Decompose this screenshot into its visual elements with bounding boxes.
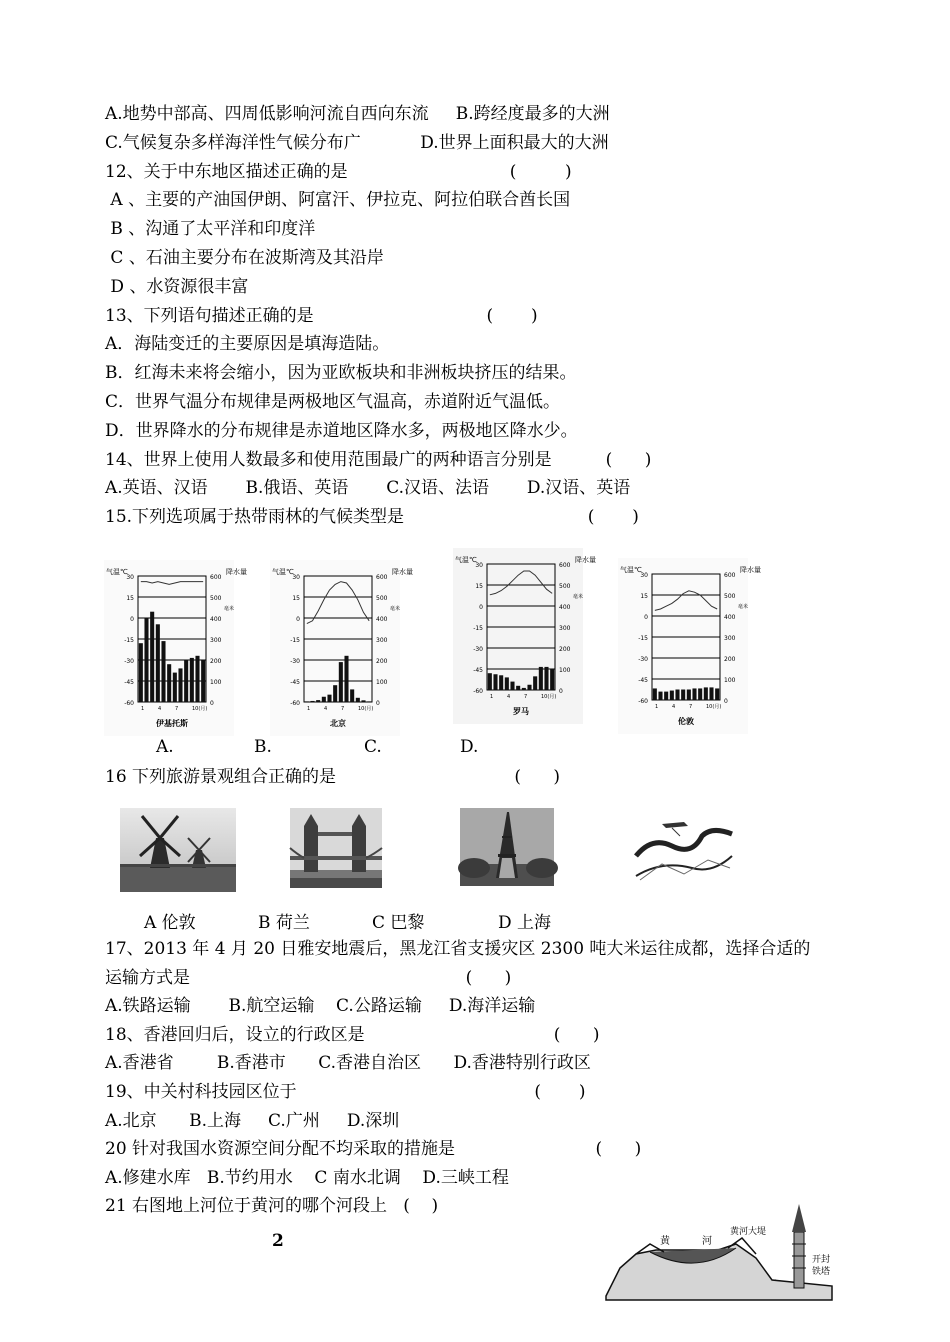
precip-bar — [173, 673, 177, 702]
month-tick: 7 — [341, 706, 345, 712]
lines2-line-4: A.香港省 B.香港市 C.香港自治区 D.香港特别行政区 — [105, 1053, 591, 1074]
precip-bar — [184, 660, 188, 702]
lines-line-2: 12、关于中东地区描述正确的是 ( ) — [105, 161, 572, 182]
precip-bar — [150, 612, 154, 702]
month-tick: 1 — [490, 694, 494, 700]
precip-tick: 400 — [210, 616, 222, 623]
precip-bar — [539, 667, 543, 690]
precip-axis-label: 降水量 — [740, 566, 761, 574]
temp-tick: 15 — [292, 595, 300, 602]
climate-chart-0 — [104, 560, 247, 736]
precip-bar — [709, 687, 713, 700]
month-tick: 4 — [158, 706, 162, 712]
temp-tick: -15 — [290, 637, 300, 644]
lines-line-3: A 、主要的产油国伊朗、阿富汗、伊拉克、阿拉伯联合酋长国 — [105, 190, 571, 211]
precip-tick: 100 — [724, 677, 736, 684]
precip-tick: 500 — [559, 583, 571, 590]
temp-tick: -60 — [290, 700, 300, 707]
temp-tick: 30 — [475, 562, 483, 569]
lines2-line-9: 21 右图地上河位于黄河的哪个河段上 ( ) — [105, 1196, 439, 1217]
precip-bar — [333, 685, 337, 702]
lines2-line-6: A.北京 B.上海 C.广州 D.深圳 — [105, 1110, 400, 1131]
lines-line-5: C 、石油主要分布在波斯湾及其沿岸 — [105, 248, 384, 268]
precip-unit-label: 毫米 — [573, 594, 584, 600]
lines2-line-7: 20 针对我国水资源空间分配不均采取的措施是 ( ) — [105, 1139, 642, 1160]
temp-tick: -15 — [473, 625, 483, 632]
city-name: 北京 — [330, 719, 346, 728]
temp-tick: 15 — [475, 583, 483, 590]
precip-tick: 400 — [724, 614, 736, 621]
precip-bar — [510, 682, 514, 690]
windmill-photo — [120, 808, 236, 892]
month-tick: 1 — [141, 706, 145, 712]
precip-unit-label: 毫米 — [224, 606, 235, 612]
temp-tick: 30 — [292, 574, 300, 581]
page-number: 2 — [272, 1231, 284, 1251]
precip-tick: 200 — [210, 658, 222, 665]
great-wall-drawing — [632, 816, 736, 884]
precip-bar — [698, 688, 702, 700]
temp-tick: -45 — [290, 679, 300, 686]
precip-bar — [201, 660, 205, 702]
precip-axis-label: 降水量 — [575, 556, 596, 564]
precip-bar — [367, 701, 371, 702]
precip-bar — [687, 690, 691, 701]
chart-answer-1: B. — [254, 737, 272, 757]
precip-bar — [516, 686, 520, 690]
lines-line-11: D．世界降水的分布规律是赤道地区降水多，两极地区降水少。 — [105, 420, 578, 441]
temp-tick: 0 — [644, 614, 648, 621]
precip-bar — [670, 691, 674, 700]
river-label-levee: 黄河大堤 — [730, 1227, 767, 1237]
precip-tick: 500 — [376, 595, 388, 602]
eiffel-tower-photo — [460, 808, 554, 886]
precip-bar — [167, 664, 171, 702]
chart-answer-3: D. — [460, 737, 479, 757]
chart-answer-2: C. — [364, 737, 382, 757]
precip-bar — [190, 658, 194, 702]
temp-tick: -30 — [124, 658, 134, 665]
lines2-line-2: A.铁路运输 B.航空运输 C.公路运输 D.海洋运输 — [105, 996, 536, 1017]
precip-bar — [350, 689, 354, 702]
precip-bar — [550, 669, 554, 690]
temp-tick: -45 — [638, 677, 648, 684]
precip-tick: 600 — [724, 572, 736, 579]
q16-caption-2: C 巴黎 — [372, 913, 425, 933]
precip-unit-label: 毫米 — [390, 606, 401, 612]
precip-tick: 200 — [559, 646, 571, 653]
precip-tick: 0 — [210, 700, 214, 707]
temp-tick: -60 — [638, 698, 648, 705]
chart-answer-0: A. — [156, 737, 174, 757]
precip-bar — [522, 688, 526, 690]
month-tick: 4 — [507, 694, 511, 700]
q16-caption-1: B 荷兰 — [258, 913, 310, 933]
temp-tick: -45 — [473, 667, 483, 674]
lines-line-1: C.气候复杂多样海洋性气候分布广 D.世界上面积最大的大洲 — [105, 132, 609, 153]
precip-bar — [505, 677, 509, 690]
precip-tick: 400 — [376, 616, 388, 623]
precip-axis-label: 降水量 — [392, 568, 413, 576]
city-name: 伦敦 — [678, 717, 694, 726]
river-label-tower: 铁塔 — [812, 1267, 831, 1277]
temp-axis-label: 气温℃ — [455, 556, 477, 564]
lines2-line-8: A.修建水库 B.节约用水 C 南水北调 D.三峡工程 — [105, 1167, 509, 1188]
temp-tick: 30 — [126, 574, 134, 581]
temp-tick: -45 — [124, 679, 134, 686]
precip-tick: 600 — [376, 574, 388, 581]
month-tick: 4 — [324, 706, 328, 712]
precip-bar — [361, 700, 365, 702]
precip-bar — [156, 624, 160, 702]
precip-tick: 200 — [376, 658, 388, 665]
city-name: 伊基托斯 — [156, 719, 188, 728]
month-tick: 1 — [655, 704, 659, 710]
lines-line-4: B 、沟通了太平洋和印度洋 — [105, 219, 316, 240]
month-tick: 10(月) — [706, 704, 722, 710]
temp-tick: -60 — [124, 700, 134, 707]
q16-question: 16 下列旅游景观组合正确的是 ( ) — [105, 767, 561, 787]
precip-bar — [681, 690, 685, 701]
precip-bar — [178, 668, 182, 702]
suspended-river-figure — [606, 1196, 832, 1300]
lines-line-14: 15.下列选项属于热带雨林的气候类型是 ( ) — [105, 507, 639, 528]
temp-tick: 0 — [130, 616, 134, 623]
precip-axis-label: 降水量 — [226, 568, 247, 576]
precip-bar — [327, 695, 331, 702]
month-tick: 10(月) — [192, 706, 208, 712]
temp-axis-label: 气温℃ — [620, 566, 642, 574]
precip-tick: 400 — [559, 604, 571, 611]
precip-bar — [310, 701, 314, 702]
precip-bar — [527, 685, 531, 690]
climate-chart-3 — [618, 558, 761, 734]
precip-tick: 100 — [559, 667, 571, 674]
month-tick: 1 — [307, 706, 311, 712]
lines2-line-0: 17、2013 年 4 月 20 日雅安地震后，黑龙江省支援灾区 2300 吨大米运往成都，选择合适的 — [105, 939, 811, 959]
city-name: 罗马 — [513, 707, 529, 716]
temp-axis-label: 气温℃ — [272, 568, 294, 576]
tower-bridge-photo — [290, 808, 382, 888]
river-label-kaifeng: 开封 — [812, 1255, 831, 1265]
lines-line-6: D 、水资源很丰富 — [105, 276, 249, 297]
precip-tick: 100 — [210, 679, 222, 686]
precip-tick: 0 — [724, 698, 728, 705]
precip-tick: 600 — [559, 562, 571, 569]
precip-tick: 200 — [724, 656, 736, 663]
temp-tick: -15 — [638, 635, 648, 642]
lines2-line-3: 18、香港回归后，设立的行政区是 ( ) — [105, 1024, 600, 1045]
river-label-2: 河 — [702, 1236, 712, 1247]
precip-bar — [316, 700, 320, 702]
precip-tick: 500 — [724, 593, 736, 600]
precip-bar — [664, 692, 668, 700]
temp-tick: 0 — [479, 604, 483, 611]
month-tick: 7 — [689, 704, 693, 710]
lines-line-9: B．红海未来将会缩小，因为亚欧板块和非洲板块挤压的结果。 — [105, 363, 577, 384]
precip-tick: 0 — [376, 700, 380, 707]
precip-tick: 100 — [376, 679, 388, 686]
month-tick: 10(月) — [358, 706, 374, 712]
precip-tick: 500 — [210, 595, 222, 602]
temp-tick: -60 — [473, 688, 483, 695]
precip-bar — [715, 688, 719, 700]
climate-chart-1 — [270, 560, 413, 736]
precip-bar — [493, 674, 497, 690]
temp-tick: -15 — [124, 637, 134, 644]
temp-tick: -30 — [473, 646, 483, 653]
precip-bar — [533, 676, 537, 690]
temp-axis-label: 气温℃ — [106, 568, 128, 576]
precip-bar — [692, 688, 696, 700]
temp-tick: -30 — [638, 656, 648, 663]
temp-tick: 0 — [296, 616, 300, 623]
lines-line-12: 14、世界上使用人数最多和使用范围最广的两种语言分别是 ( ) — [105, 449, 652, 470]
temp-tick: 30 — [640, 572, 648, 579]
month-tick: 4 — [672, 704, 676, 710]
precip-bar — [544, 667, 548, 690]
month-tick: 7 — [524, 694, 528, 700]
precip-bar — [704, 687, 708, 700]
temp-tick: 15 — [126, 595, 134, 602]
lines-line-8: A．海陆变迁的主要原因是填海造陆。 — [105, 334, 390, 355]
precip-bar — [653, 688, 657, 700]
precip-bar — [322, 697, 326, 702]
precip-bar — [161, 641, 165, 702]
month-tick: 10(月) — [541, 694, 557, 700]
precip-tick: 300 — [559, 625, 571, 632]
precip-unit-label: 毫米 — [738, 604, 749, 610]
precip-tick: 0 — [559, 688, 563, 695]
precip-bar — [675, 690, 679, 701]
lines-line-7: 13、下列语句描述正确的是 ( ) — [105, 305, 538, 326]
precip-bar — [195, 656, 199, 702]
lines-line-10: C．世界气温分布规律是两极地区气温高，赤道附近气温低。 — [105, 392, 561, 412]
q16-caption-0: A 伦敦 — [144, 913, 196, 933]
precip-tick: 300 — [376, 637, 388, 644]
precip-bar — [144, 618, 148, 702]
lines2-line-5: 19、中关村科技园区位于 ( ) — [105, 1082, 586, 1102]
climate-chart-2 — [453, 548, 596, 724]
precip-bar — [305, 701, 309, 702]
precip-bar — [339, 662, 343, 702]
precip-bar — [356, 698, 360, 702]
precip-bar — [499, 675, 503, 690]
temp-tick: -30 — [290, 658, 300, 665]
precip-tick: 300 — [210, 637, 222, 644]
lines-line-13: A.英语、汉语 B.俄语、英语 C.汉语、法语 D.汉语、英语 — [105, 478, 631, 499]
lines-line-0: A.地势中部高、四周低影响河流自西向东流 B.跨经度最多的大洲 — [105, 104, 610, 124]
precip-tick: 600 — [210, 574, 222, 581]
q16-caption-3: D 上海 — [498, 913, 552, 933]
temp-tick: 15 — [640, 593, 648, 600]
precip-bar — [139, 643, 143, 702]
month-tick: 7 — [175, 706, 179, 712]
river-label-1: 黄 — [660, 1236, 670, 1247]
precip-bar — [658, 692, 662, 700]
precip-bar — [344, 656, 348, 702]
lines2-line-1: 运输方式是 ( ) — [105, 967, 512, 988]
precip-bar — [488, 673, 492, 690]
precip-tick: 300 — [724, 635, 736, 642]
